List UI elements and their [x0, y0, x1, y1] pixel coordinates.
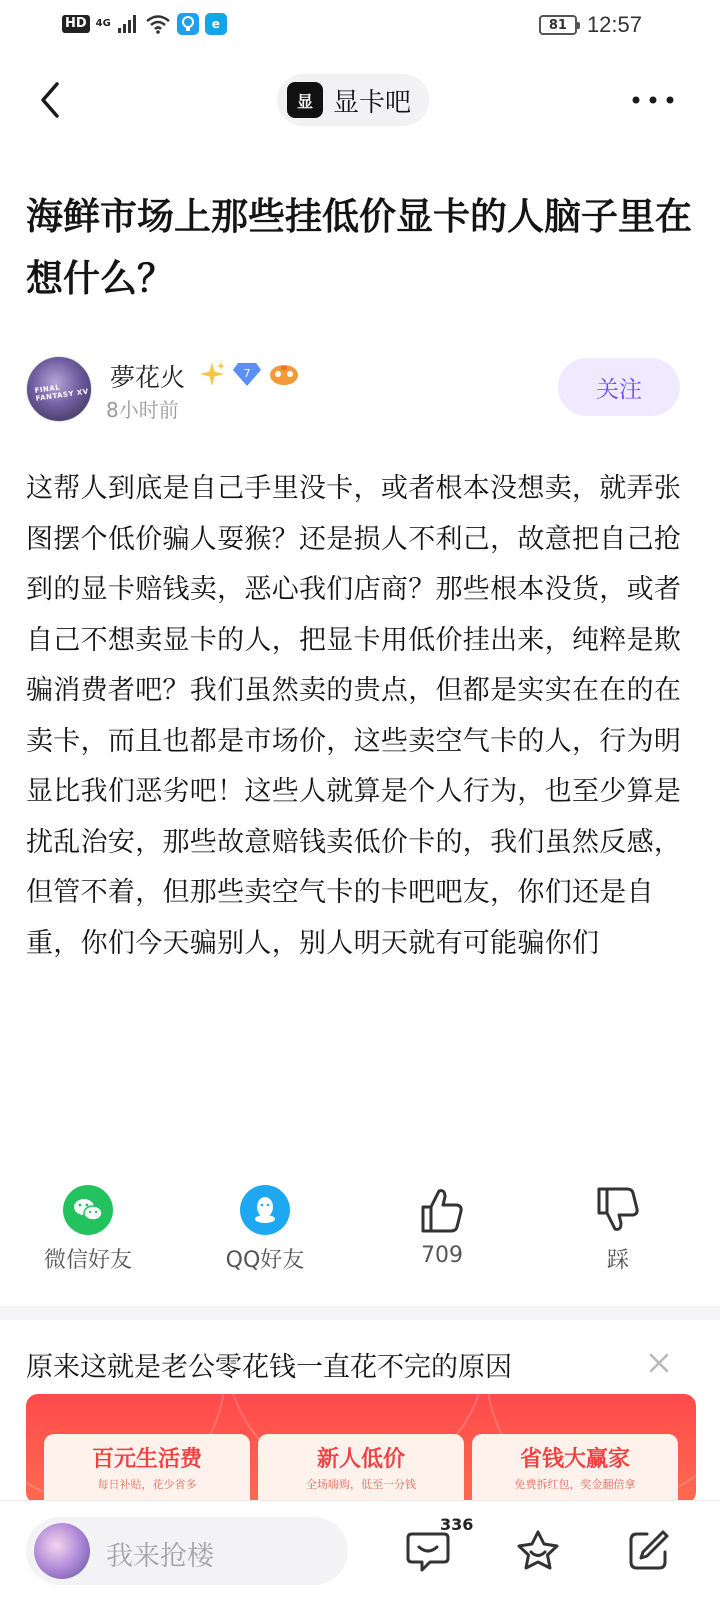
- dislike-label: 踩: [606, 1248, 629, 1273]
- hd-indicator: HD: [62, 15, 90, 33]
- more-dots-icon: [631, 95, 675, 105]
- thumbs-down-icon: [595, 1185, 641, 1235]
- forum-logo: 显: [287, 82, 323, 118]
- reply-input[interactable]: [26, 1517, 348, 1585]
- clock: 12:57: [586, 12, 642, 37]
- status-left: [62, 13, 227, 35]
- edit-button[interactable]: [622, 1525, 674, 1577]
- status-bar: [0, 0, 720, 54]
- qq-label: QQ好友: [225, 1248, 305, 1273]
- game-badge-icon: [268, 360, 300, 388]
- favorite-button[interactable]: [512, 1525, 564, 1577]
- post-title: 海鲜市场上那些挂低价显卡的人脑子里在想什么？: [26, 195, 692, 300]
- thumbs-up-icon: [419, 1185, 465, 1235]
- author-name[interactable]: 夢花火: [110, 363, 186, 392]
- bottom-bar: [0, 1500, 720, 1600]
- tips-app-icon: [177, 13, 199, 35]
- dislike-button[interactable]: [548, 1185, 688, 1274]
- author-badges: [198, 360, 300, 388]
- ad-card-title: 百元生活费: [91, 1447, 202, 1472]
- ad-banner[interactable]: [26, 1394, 696, 1504]
- star-icon: [514, 1528, 562, 1574]
- ad-card[interactable]: [258, 1434, 464, 1504]
- post-body: 这帮人到底是自己手里没卡，或者根本没想卖，就弄张图摆个低价骗人耍猴？还是损人不利己，故意把自己抢到的显卡赔钱卖，恶心我们店商？那些根本没货，或者自己不想卖显卡的人，把显卡用低价挂出来，纯粹是欺骗消费者吧？我们虽然卖的贵点，但都是实实在在的在卖卡，而且也都是市场价，这些卖空气卡的人，行为明显比我们恶劣吧！这些人就算是个人行为，也至少算是扰乱治安，那些故意赔钱卖低价卡的，我们虽然反感，但管不着，但那些卖空气卡的卡吧吧友，你们还是自重，你们今天骗别人，别人明天就有可能骗你们: [26, 473, 682, 959]
- comment-icon: [404, 1528, 452, 1574]
- ad-card[interactable]: [472, 1434, 678, 1504]
- forum-link[interactable]: [277, 74, 429, 126]
- share-wechat-button[interactable]: [18, 1185, 158, 1274]
- follow-button[interactable]: 关注: [558, 358, 680, 416]
- wechat-icon: [63, 1185, 113, 1235]
- user-avatar: [34, 1523, 90, 1579]
- section-divider: [0, 1306, 720, 1320]
- avatar-caption: FINAL FANTASY XV: [34, 383, 90, 403]
- diamond-level-icon: [232, 360, 262, 388]
- back-button[interactable]: [28, 78, 72, 122]
- e-app-icon: e: [205, 13, 227, 35]
- post-time: 8小时前: [106, 398, 179, 422]
- status-right: [539, 12, 642, 38]
- comment-count: 336: [440, 1515, 474, 1534]
- ad-card-subtitle: 全场嗨购，低至一分钱: [306, 1478, 416, 1491]
- author-avatar[interactable]: [26, 356, 92, 422]
- network-type: 4G: [95, 18, 111, 29]
- wechat-label: 微信好友: [43, 1248, 132, 1273]
- author-row: [0, 356, 720, 432]
- forum-name: 显卡吧: [333, 87, 412, 118]
- share-action-row: [0, 1185, 720, 1275]
- ad-card-subtitle: 每日补贴，花少省多: [97, 1478, 197, 1491]
- signal-icon: [117, 14, 139, 34]
- wifi-icon: [145, 14, 171, 34]
- qq-icon: [240, 1185, 290, 1235]
- ad-card[interactable]: [44, 1434, 250, 1504]
- ad-card-title: 省钱大赢家: [519, 1447, 630, 1472]
- edit-icon: [625, 1528, 671, 1574]
- share-qq-button[interactable]: [195, 1185, 335, 1274]
- more-button[interactable]: [626, 86, 680, 114]
- top-nav: [0, 70, 720, 130]
- reply-placeholder: 我来抢楼: [106, 1541, 214, 1572]
- level-badge-number: 7: [243, 367, 251, 380]
- ad-close-button[interactable]: [646, 1350, 672, 1376]
- ad-card-subtitle: 免费拆红包，奖金翻倍拿: [514, 1478, 636, 1491]
- battery-icon: 81: [539, 15, 577, 35]
- close-icon: [646, 1350, 672, 1376]
- ad-title[interactable]: 原来这就是老公零花钱一直花不完的原因: [26, 1352, 512, 1383]
- sparkle-icon: [198, 360, 226, 388]
- chevron-left-icon: [39, 81, 61, 119]
- like-button[interactable]: [372, 1185, 512, 1268]
- like-count: 709: [421, 1243, 463, 1268]
- ad-card-title: 新人低价: [316, 1447, 405, 1472]
